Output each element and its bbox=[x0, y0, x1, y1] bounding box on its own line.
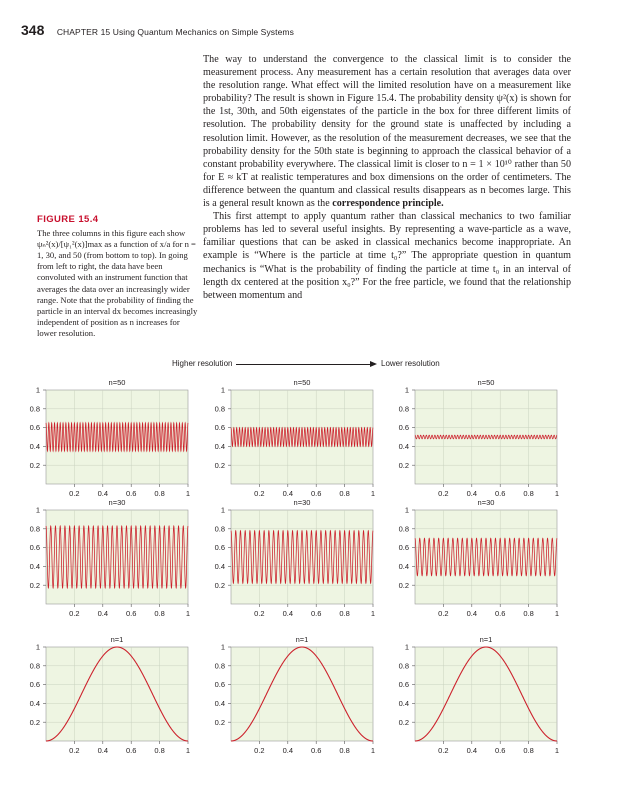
panel-5-y-tick-label: 1 bbox=[220, 505, 225, 515]
panel-3-x-tick-label: 0.2 bbox=[438, 489, 449, 498]
panel-5-y-tick-label: 0.8 bbox=[214, 524, 225, 534]
panel-8-background bbox=[231, 647, 373, 741]
panel-3-background bbox=[415, 390, 557, 484]
panel-6-x-tick-label: 1 bbox=[554, 609, 560, 618]
panel-2-background bbox=[231, 390, 373, 484]
panel-4-x-tick-label: 0.4 bbox=[97, 609, 109, 618]
panel-6-x-tick-label: 0.6 bbox=[494, 609, 506, 618]
panel-2-x-tick-label: 0.2 bbox=[254, 489, 265, 498]
panel-8-title: n=1 bbox=[295, 635, 309, 644]
panel-9-y-tick-label: 0.4 bbox=[398, 699, 409, 708]
panel-8-y-tick-label: 0.4 bbox=[214, 699, 225, 708]
page-number: 348 bbox=[21, 22, 45, 38]
panel-5-x-tick-label: 0.2 bbox=[254, 609, 265, 618]
panel-7-title: n=1 bbox=[110, 635, 124, 644]
panel-3-x-tick-label: 1 bbox=[554, 489, 560, 498]
panel-8-y-tick-label: 0.6 bbox=[214, 680, 225, 690]
panel-9-y-tick-label: 0.8 bbox=[398, 661, 409, 671]
panel-8-x-tick-label: 0.8 bbox=[339, 746, 350, 755]
panel-3-x-tick-label: 0.6 bbox=[494, 489, 506, 498]
panel-2-x-tick-label: 0.6 bbox=[310, 489, 322, 498]
panel-1-x-tick-label: 0.8 bbox=[154, 489, 165, 498]
panel-5-x-tick-label: 1 bbox=[370, 609, 376, 618]
panel-8-x-tick-label: 0.4 bbox=[282, 746, 294, 755]
panel-9-background bbox=[415, 647, 557, 741]
panel-9-x-tick-label: 0.2 bbox=[438, 746, 449, 755]
paragraph-2: This first attempt to apply quantum rather than classical mechanics to two familiar problems has led to several useful insights. By representing a wave-particle as a wave, familiar questions that can be asked in classical mechanics become inappropriate. An example is “Where is the particle at time t₀?” The appropriate question in quantum mechanics is “What is the probability of finding the particle at time t₀ in an interval of length dx centered at the position x₀?” For the free particle, we found that the relationship between momentum and bbox=[203, 211, 571, 301]
panel-5-x-tick-label: 0.6 bbox=[310, 609, 322, 618]
panel-1-y-tick-label: 0.4 bbox=[29, 442, 40, 451]
panel-1-x-tick-label: 0.4 bbox=[97, 489, 109, 498]
panel-1-y-tick-label: 1 bbox=[35, 385, 40, 395]
panel-3-y-tick-label: 0.4 bbox=[398, 442, 409, 451]
panel-7-x-tick-label: 0.6 bbox=[125, 746, 137, 755]
panel-9-y-tick-label: 0.6 bbox=[398, 680, 409, 690]
panel-7-background bbox=[46, 647, 188, 741]
panel-9-x-tick-label: 0.8 bbox=[523, 746, 534, 755]
panel-8-y-tick-label: 0.2 bbox=[214, 717, 225, 727]
panel-2-y-tick-label: 0.2 bbox=[214, 460, 225, 470]
panel-7-x-tick-label: 1 bbox=[185, 746, 191, 755]
panel-2-y-tick-label: 0.4 bbox=[214, 442, 225, 451]
panel-3-x-tick-label: 0.8 bbox=[523, 489, 534, 498]
panel-5-x-tick-label: 0.4 bbox=[282, 609, 294, 618]
panel-3-y-tick-label: 0.2 bbox=[398, 460, 409, 470]
panel-2-x-tick-label: 1 bbox=[370, 489, 376, 498]
panel-3-y-tick-label: 0.6 bbox=[398, 423, 409, 433]
panel-9-x-tick-label: 0.4 bbox=[466, 746, 478, 755]
panel-2-x-tick-label: 0.8 bbox=[339, 489, 350, 498]
panel-4-y-tick-label: 0.4 bbox=[29, 562, 40, 571]
panel-8-y-tick-label: 1 bbox=[220, 642, 225, 652]
panel-4-x-tick-label: 0.2 bbox=[69, 609, 80, 618]
panel-4-title: n=30 bbox=[108, 498, 126, 507]
panel-6-y-tick-label: 0.4 bbox=[398, 562, 409, 571]
panel-6-title: n=30 bbox=[477, 498, 495, 507]
panel-5-y-tick-label: 0.6 bbox=[214, 543, 225, 553]
panel-7-y-tick-label: 0.4 bbox=[29, 699, 40, 708]
panel-7-y-tick-label: 0.8 bbox=[29, 661, 40, 671]
panel-1-x-tick-label: 0.2 bbox=[69, 489, 80, 498]
panel-3-y-tick-label: 1 bbox=[404, 385, 409, 395]
panel-1-x-tick-label: 1 bbox=[185, 489, 191, 498]
panel-4-y-tick-label: 0.2 bbox=[29, 580, 40, 590]
panel-2-y-tick-label: 1 bbox=[220, 385, 225, 395]
panel-2-x-tick-label: 0.4 bbox=[282, 489, 294, 498]
lower-resolution-label: Lower resolution bbox=[381, 359, 440, 368]
panel-7-x-tick-label: 0.4 bbox=[97, 746, 109, 755]
panel-1-x-tick-label: 0.6 bbox=[125, 489, 137, 498]
panel-7-y-tick-label: 0.6 bbox=[29, 680, 40, 690]
panel-1-y-tick-label: 0.6 bbox=[29, 423, 40, 433]
panel-4-y-tick-label: 0.6 bbox=[29, 543, 40, 553]
panel-4-x-tick-label: 0.8 bbox=[154, 609, 165, 618]
panel-6-y-tick-label: 1 bbox=[404, 505, 409, 515]
panel-4-x-tick-label: 0.6 bbox=[125, 609, 137, 618]
panel-1-y-tick-label: 0.8 bbox=[29, 404, 40, 414]
panel-9-x-tick-label: 1 bbox=[554, 746, 560, 755]
panel-9-y-tick-label: 1 bbox=[404, 642, 409, 652]
panel-6-background bbox=[415, 510, 557, 604]
correspondence-principle: correspondence principle. bbox=[332, 198, 444, 210]
panel-7-x-tick-label: 0.8 bbox=[154, 746, 165, 755]
figure-caption: The three columns in this figure each show ψₙ²(x)/[ψ₁²(x)]max as a function of x/a for n = 1, 30, and 50 (from bottom to top). In going from left to right, the data have been convoluted with an instrument function that averages the data over an increasingly wider range. Note that the probability of finding the particle in an interval dx becomes increasingly independent of position as n increases for lower resolution. bbox=[37, 228, 198, 338]
chapter-title: CHAPTER 15 Using Quantum Mechanics on Simple Systems bbox=[56, 27, 294, 37]
panel-5-x-tick-label: 0.8 bbox=[339, 609, 350, 618]
panel-6-y-tick-label: 0.2 bbox=[398, 580, 409, 590]
higher-resolution-label: Higher resolution bbox=[172, 359, 233, 368]
panel-7-y-tick-label: 0.2 bbox=[29, 717, 40, 727]
panel-8-y-tick-label: 0.8 bbox=[214, 661, 225, 671]
panel-2-y-tick-label: 0.8 bbox=[214, 404, 225, 414]
panel-5-title: n=30 bbox=[293, 498, 311, 507]
panel-7-y-tick-label: 1 bbox=[35, 642, 40, 652]
panel-6-x-tick-label: 0.4 bbox=[466, 609, 478, 618]
panel-4-x-tick-label: 1 bbox=[185, 609, 191, 618]
panel-4-background bbox=[46, 510, 188, 604]
panel-9-x-tick-label: 0.6 bbox=[494, 746, 506, 755]
panel-4-y-tick-label: 0.8 bbox=[29, 524, 40, 534]
panel-3-x-tick-label: 0.4 bbox=[466, 489, 478, 498]
panel-6-x-tick-label: 0.8 bbox=[523, 609, 534, 618]
panel-1-title: n=50 bbox=[108, 378, 126, 387]
panel-8-x-tick-label: 0.6 bbox=[310, 746, 322, 755]
panel-8-x-tick-label: 0.2 bbox=[254, 746, 265, 755]
panel-6-y-tick-label: 0.8 bbox=[398, 524, 409, 534]
panel-2-title: n=50 bbox=[293, 378, 311, 387]
panel-3-title: n=50 bbox=[477, 378, 495, 387]
panel-9-title: n=1 bbox=[479, 635, 493, 644]
panel-5-y-tick-label: 0.4 bbox=[214, 562, 225, 571]
panel-1-y-tick-label: 0.2 bbox=[29, 460, 40, 470]
figure-title: FIGURE 15.4 bbox=[37, 214, 99, 225]
panel-5-background bbox=[231, 510, 373, 604]
panel-6-y-tick-label: 0.6 bbox=[398, 543, 409, 553]
panel-4-y-tick-label: 1 bbox=[35, 505, 40, 515]
panel-7-x-tick-label: 0.2 bbox=[69, 746, 80, 755]
panel-6-x-tick-label: 0.2 bbox=[438, 609, 449, 618]
panel-3-y-tick-label: 0.8 bbox=[398, 404, 409, 414]
paragraph-1-text: The way to understand the convergence to the classical limit is to consider the measurement process. Any measurement has a certain resolution that averages data over the resolution range. What effect will the limited resolution have on a measurement like probability? The result is shown in Figure 15.4. The probability density ψ²(x) is shown for the 1st, 30th, and 50th eigenstates of the particle in the box for three different limits of resolution. The probability density for the ground state is unaffected by including a resolution limit. However, as the resolution of the measurement decreases, we see that the probability density for the 50th state is beginning to approach the classical behavior of a constant probability everywhere. The classical limit is closer to n = 1 × 10¹⁰ rather than 50 for E ≈ kT at realistic temperatures and box dimensions on the order of centimeters. The difference between the quantum and classical results disappears as n becomes large. This is a general result known as the bbox=[203, 54, 571, 210]
panel-2-y-tick-label: 0.6 bbox=[214, 423, 225, 433]
panel-5-y-tick-label: 0.2 bbox=[214, 580, 225, 590]
panel-8-x-tick-label: 1 bbox=[370, 746, 376, 755]
panel-1-background bbox=[46, 390, 188, 484]
panel-9-y-tick-label: 0.2 bbox=[398, 717, 409, 727]
